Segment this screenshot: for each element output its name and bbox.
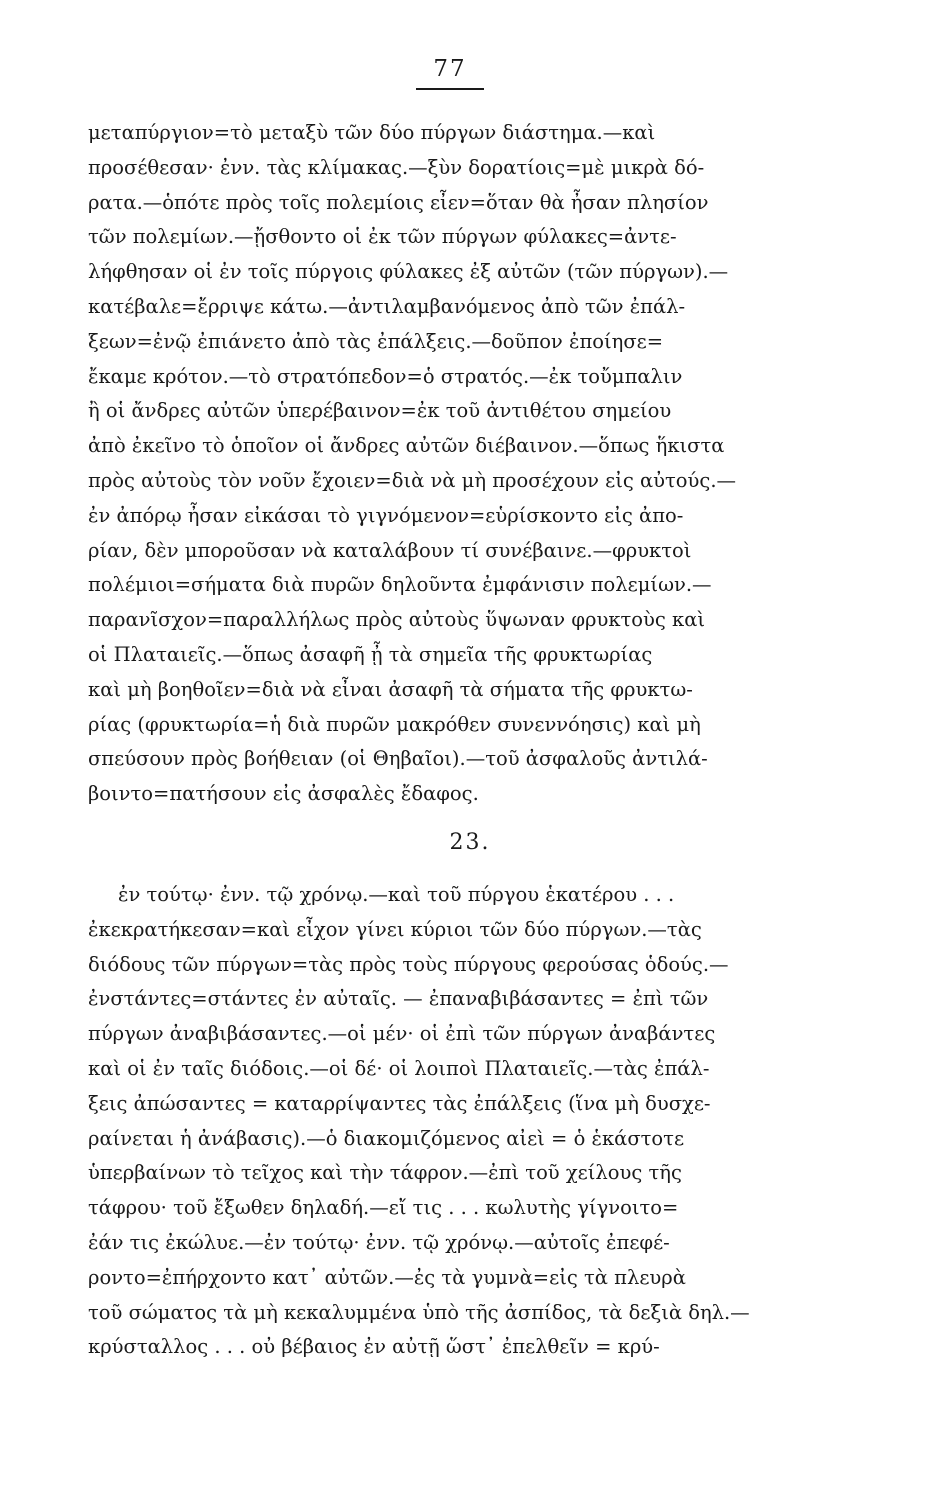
text-line: διόδους τῶν πύργων=τὰς πρὸς τοὺς πύργους φερούσας ὁδούς.— [88, 952, 729, 976]
text-line: μεταπύργιον=τὸ μεταξὺ τῶν δύο πύργων διάστημα.—καὶ [88, 121, 656, 144]
text-line: κρύσταλλος . . . οὐ βέβαιος ἐν αὐτῇ ὥστ᾿ ἐπελθεῖν = κρύ- [88, 1335, 660, 1359]
text-line: τάφρου· τοῦ ἔξωθεν δηλαδή.—εἴ τις . . . κωλυτὴς γίγνοιτο= [88, 1196, 679, 1220]
text-line: ξεις ἀπώσαντες = καταρρίψαντες τὰς ἐπάλξεις (ἵνα μὴ δυσχε- [88, 1091, 711, 1115]
text-line: οἱ Πλαταιεῖς.—ὅπως ἀσαφῆ ᾖ τὰ σημεῖα τῆς φρυκτωρίας [88, 642, 653, 666]
text-line: ρίας (φρυκτωρία=ἡ διὰ πυρῶν μακρόθεν συνεννόησις) καὶ μὴ [88, 712, 701, 736]
text-line: λήφθησαν οἱ ἐν τοῖς πύργοις φύλακες ἐξ αὐτῶν (τῶν πύργων).— [88, 260, 729, 284]
commentary-paragraph-1 [88, 116, 840, 812]
text-line: πολέμιοι=σήματα διὰ πυρῶν δηλοῦντα ἐμφάνισιν πολεμίων.— [88, 573, 712, 597]
text-line: κατέβαλε=ἔρριψε κάτω.—ἀντιλαμβανόμενος ἀπὸ τῶν ἐπάλ- [88, 294, 686, 318]
section-number: 23. [449, 830, 491, 855]
text-line: ἐάν τις ἐκώλυε.—ἐν τούτῳ· ἐνν. τῷ χρόνῳ.—αὐτοῖς ἐπεφέ- [88, 1230, 670, 1254]
text-line: καὶ οἱ ἐν ταῖς διόδοις.—οἱ δέ· οἱ λοιποὶ Πλαταιεῖς.—τὰς ἐπάλ- [88, 1056, 710, 1080]
text-line: προσέθεσαν· ἐνν. τὰς κλίμακας.—ξὺν δορατίοις=μὲ μικρὰ δό- [88, 155, 705, 179]
text-line: σπεύσουν πρὸς βοήθειαν (οἱ Θηβαῖοι).—τοῦ ἀσφαλοῦς ἀντιλά- [88, 747, 708, 771]
text-line: ἐν τούτῳ· ἐνν. τῷ χρόνῳ.—καὶ τοῦ πύργου ἑκατέρου . . . [118, 883, 675, 906]
text-line: πύργων ἀναβιβάσαντες.—οἱ μέν· οἱ ἐπὶ τῶν πύργων ἀναβάντες [88, 1022, 716, 1046]
text-line: βοιντο=πατήσουν εἰς ἀσφαλὲς ἔδαφος. [88, 782, 479, 806]
text-line: ἢ οἱ ἄνδρες αὐτῶν ὑπερέβαινον=ἐκ τοῦ ἀντιθέτου σημείου [88, 399, 672, 423]
text-line: ραίνεται ἡ ἀνάβασις).—ὁ διακομιζόμενος αἰεὶ = ὁ ἑκάστοτε [88, 1126, 685, 1150]
text-line: πρὸς αὐτοὺς τὸν νοῦν ἔχοιεν=διὰ νὰ μὴ προσέχουν εἰς αὐτούς.— [88, 468, 737, 492]
text-line: ξεων=ἐνῷ ἐπιάνετο ἀπὸ τὰς ἐπάλξεις.—δοῦπον ἐποίησε= [88, 329, 664, 353]
text-line: ὑπερβαίνων τὸ τεῖχος καὶ τὴν τάφρον.—ἐπὶ τοῦ χείλους τῆς [88, 1161, 682, 1185]
text-line: ἐν ἀπόρῳ ἦσαν εἰκάσαι τὸ γιγνόμενον=εὑρίσκοντο εἰς ἀπο- [88, 503, 684, 527]
text-line: τοῦ σώματος τὰ μὴ κεκαλυμμένα ὑπὸ τῆς ἀσπίδος, τὰ δεξιὰ δηλ.— [88, 1300, 750, 1324]
text-line: καὶ μὴ βοηθοῖεν=διὰ νὰ εἶναι ἀσαφῆ τὰ σήματα τῆς φρυκτω- [88, 677, 693, 701]
text-line: ρίαν, δὲν μποροῦσαν νὰ καταλάβουν τί συνέβαινε.—φρυκτοὶ [88, 538, 692, 562]
text-line: ἐνστάντες=στάντες ἐν αὐταῖς. — ἐπαναβιβάσαντες = ἐπὶ τῶν [88, 987, 709, 1011]
text-line: τῶν πολεμίων.—ᾔσθοντο οἱ ἐκ τῶν πύργων φύλακες=ἀντε- [88, 225, 677, 249]
page-number: 77 [416, 56, 484, 90]
text-line: ρατα.—ὁπότε πρὸς τοῖς πολεμίοις εἶεν=ὅταν θὰ ἦσαν πλησίον [88, 190, 709, 214]
text-line: ἐκεκρατήκεσαν=καὶ εἶχον γίνει κύριοι τῶν δύο πύργων.—τὰς [88, 917, 702, 941]
text-line: παρανῖσχον=παραλλήλως πρὸς αὐτοὺς ὕψωναν φρυκτοὺς καὶ [88, 608, 706, 632]
text-line: ροντο=ἐπήρχοντο κατ᾿ αὐτῶν.—ἐς τὰ γυμνὰ=εἰς τὰ πλευρὰ [88, 1265, 686, 1289]
text-line: ἀπὸ ἐκεῖνο τὸ ὁποῖον οἱ ἄνδρες αὐτῶν διέβαινον.—ὅπως ἥκιστα [88, 434, 725, 458]
text-line: ἔκαμε κρότον.—τὸ στρατόπεδον=ὁ στρατός.—ἐκ τοὔμπαλιν [88, 364, 683, 388]
commentary-paragraph-2 [88, 878, 840, 1365]
